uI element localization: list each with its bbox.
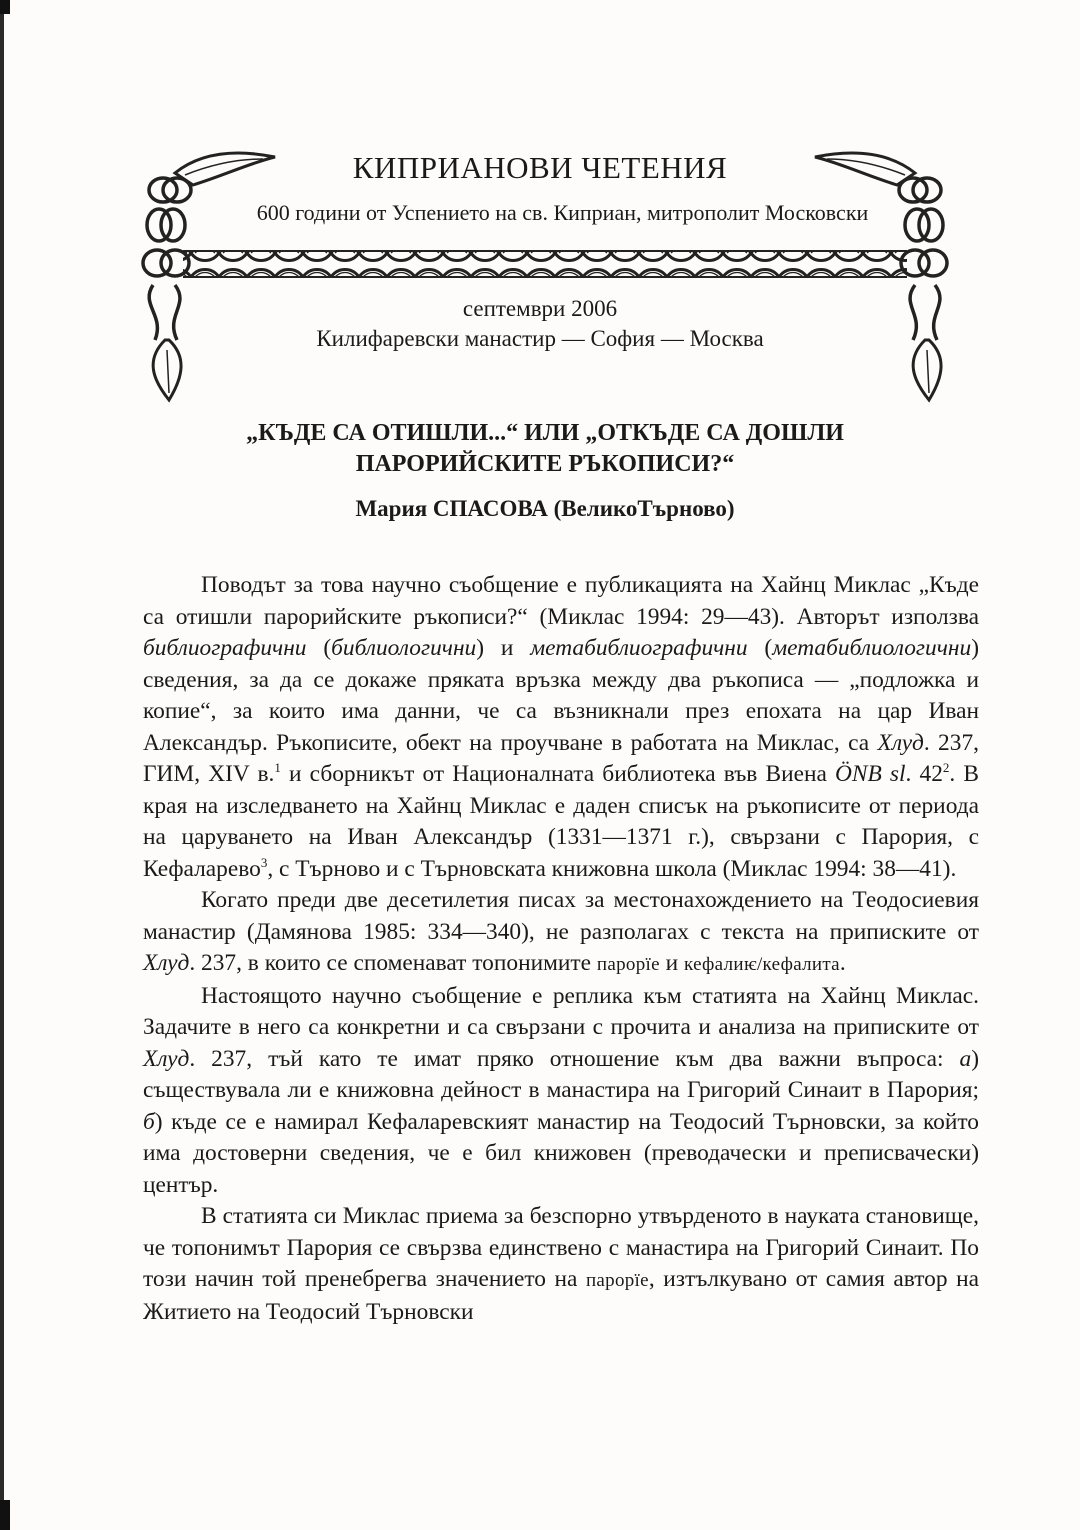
crop-mark-top	[0, 0, 10, 14]
conference-date: септември 2006	[462, 296, 618, 321]
text-run: и	[659, 950, 685, 976]
paragraph-2	[143, 885, 979, 981]
article-title-line-2: ПАРОРИЙСКИТЕ РЪКОПИСИ?“	[355, 451, 735, 477]
text-run: , с Търново и с Търновската книжовна школа (Миклас 1994: 38—41).	[267, 855, 957, 882]
text-run: Настоящото научно съобщение е реплика към статията на Хайнц Миклас. Задачите в него са конкретни и са свързани с прочита и анализа на приписките от	[143, 982, 979, 1040]
paragraph-4	[143, 1201, 979, 1328]
italic-term: Хлуд	[143, 1045, 190, 1072]
text-run: , изтълкувано от самия автор на Житието на Теодосий Търновски	[143, 1266, 979, 1325]
text-run: ) къде се е намирал Кефаларевският манастир на Теодосий Търновски, за който има достоверни сведения, че е бил книжовен (преводачески и преписвачески) център.	[143, 1108, 979, 1198]
conference-places: Килифаревски манастир — София — Москва	[316, 326, 764, 351]
footnote-marker[interactable]: 3	[260, 854, 268, 870]
crop-mark-bottom	[0, 1500, 10, 1530]
italic-term: Хлуд	[877, 729, 924, 756]
text-run: . В края на изследването на Хайнц Миклас е даден списък на ръкописите от периода на царуването на Иван Александър (1331—1371 г.), свързани с Парория, с Кефаларево	[143, 761, 979, 882]
article-body	[143, 570, 979, 1328]
italic-term: Хлуд	[143, 950, 190, 976]
page-edge	[0, 0, 4, 1530]
italic-term: б	[143, 1108, 155, 1135]
article-author: Мария СПАСОВА (ВеликоТърново)	[355, 496, 735, 521]
italic-term: а	[959, 1045, 972, 1072]
footnote-marker[interactable]: 1	[274, 760, 281, 776]
text-run: . 42	[905, 761, 943, 787]
article-title	[100, 418, 990, 480]
text-run: . 237, тъй като те имат пряко отношение към два важни въпроса:	[189, 1045, 960, 1072]
series-title: КИПРИАНОВИ ЧЕТЕНИЯ	[352, 150, 728, 185]
text-run: .	[839, 950, 846, 976]
italic-term: ÖNB sl	[835, 761, 906, 787]
italic-term: метабиблиологични	[772, 635, 972, 661]
italic-term: метабиблиографични	[530, 635, 748, 661]
text-run: Когато преди две десетилетия писах за местонахождението на Теодосиевия манастир (Дамянова 1985: 334—340), не разполагах с текста на приписките от	[143, 887, 979, 945]
text-run: ) и	[476, 635, 531, 661]
article-title-line-1: „КЪДЕ СА ОТИШЛИ...“ ИЛИ „ОТКЪДЕ СА ДОШЛИ	[246, 420, 844, 446]
paragraph-1	[143, 570, 979, 885]
text-run: В статията си Миклас приема за безспорно утвърденото в науката становище, че топонимът Парория се свързва единствено с манастира на Григорий Синаит. По този начин той пренебрегва значението на	[143, 1203, 979, 1292]
text-run: (	[306, 635, 332, 661]
italic-term: библиологични	[331, 635, 477, 661]
church-slavonic-term: кефалиѥ/кефалита	[684, 954, 840, 975]
text-run: и сборникът от Националната библиотека във Виена	[280, 761, 836, 787]
text-run: . 237, в които се споменават топонимите	[189, 950, 597, 976]
text-run: . 237, ГИМ, XIV в.	[143, 729, 979, 787]
series-subtitle: 600 години от Успението на св. Киприан, митрополит Московски	[256, 200, 869, 225]
text-run: (	[747, 635, 773, 661]
italic-term: библиографични	[143, 635, 307, 661]
text-run: ) сведения, за да се докаже пряката връзка между два ръкописа — „подложка и копие“, за които има данни, че са възникнали през епохата на цар Иван Александър. Ръкописите, обект на проучване в работата на Миклас, са	[143, 635, 980, 756]
church-slavonic-term: парорїе	[585, 1270, 649, 1291]
text-run: Поводът за това научно съобщение е публикацията на Хайнц Миклас „Къде са отишли парорийските ръкописи?“ (Миклас 1994: 29—43). Авторът използва	[143, 572, 979, 630]
footnote-marker[interactable]: 2	[942, 760, 950, 776]
church-slavonic-term: парорїе	[596, 954, 660, 975]
text-run: ) съществувала ли е книжовна дейност в манастира на Григорий Синаит в Парория;	[143, 1045, 979, 1103]
paragraph-3	[143, 981, 979, 1202]
